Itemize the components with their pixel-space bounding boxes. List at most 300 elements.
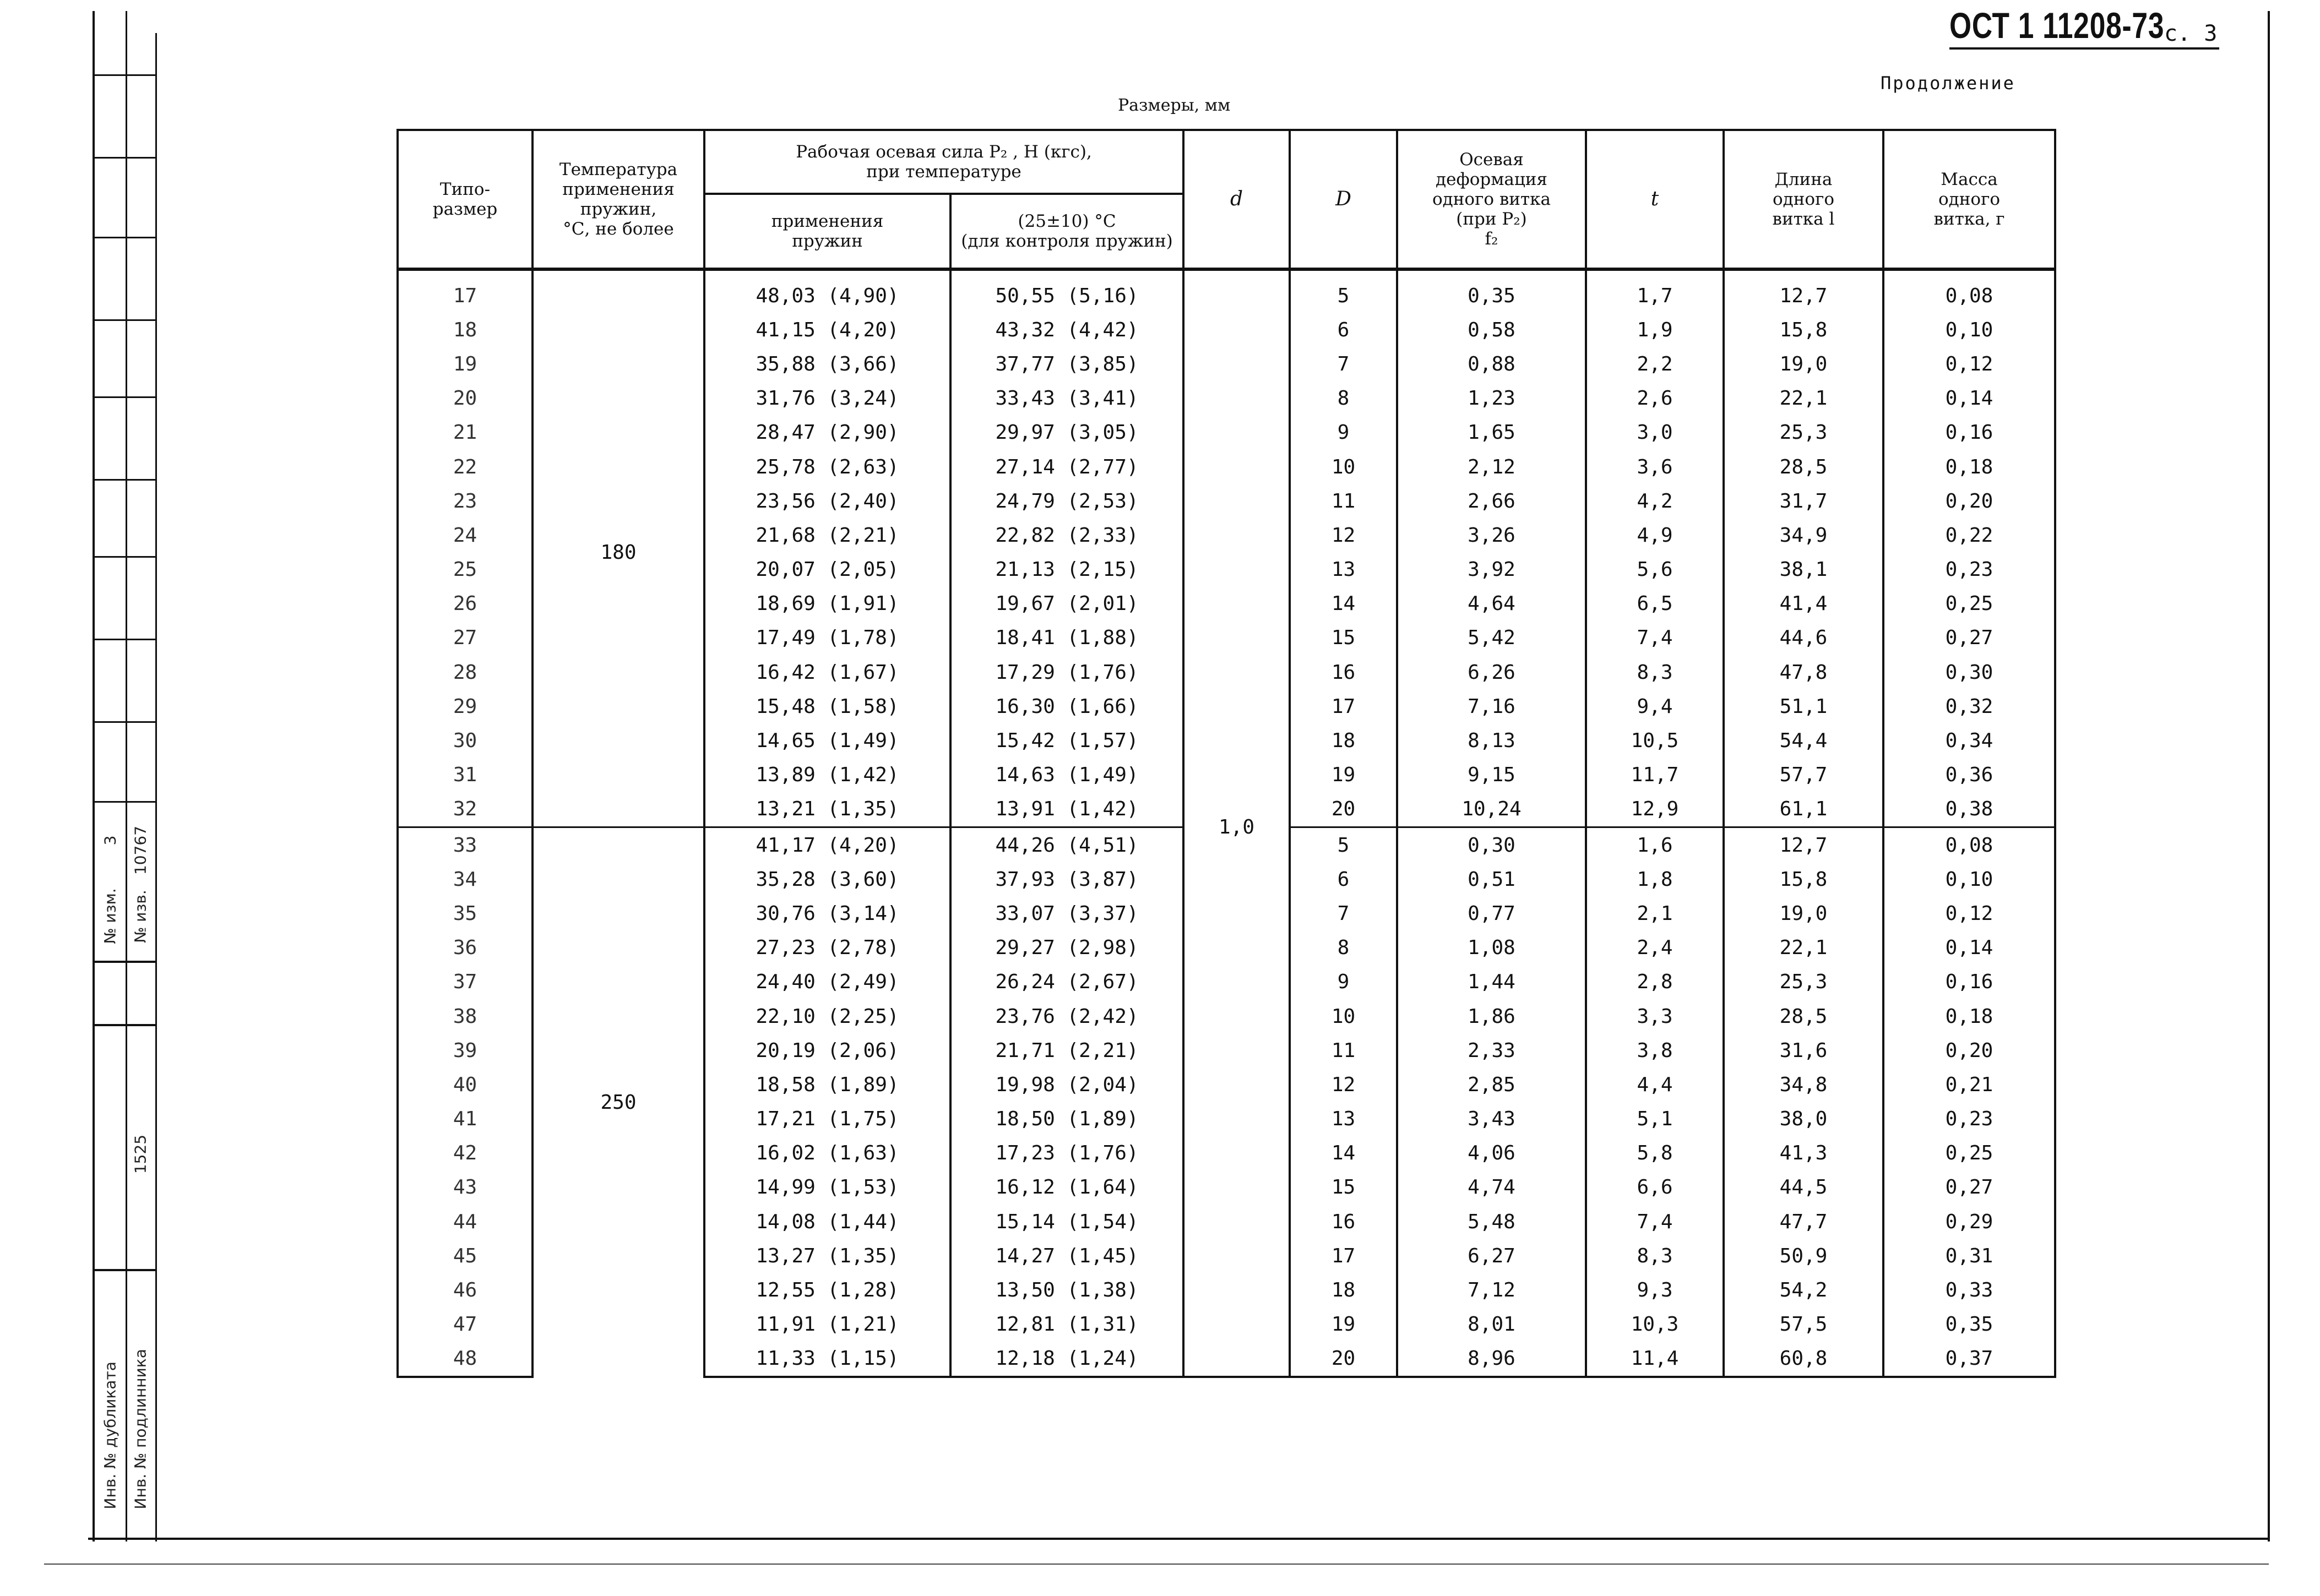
cell-force-use: 17,49 (1,78)	[704, 621, 950, 655]
cell-wire-diameter: 1,0	[1183, 269, 1290, 1377]
cell-deformation: 2,33	[1397, 1033, 1586, 1067]
strip-tick	[93, 157, 155, 159]
cell-pitch: 2,1	[1586, 896, 1724, 930]
cell-force-control: 23,76 (2,42)	[950, 999, 1183, 1033]
cell-deformation: 0,30	[1397, 827, 1586, 863]
cell-pitch: 6,5	[1586, 587, 1724, 621]
cell-pitch: 4,2	[1586, 484, 1724, 518]
cell-deformation: 6,26	[1397, 655, 1586, 689]
cell-force-control: 26,24 (2,67)	[950, 965, 1183, 999]
orig-inv-label: Инв. № подлинника	[131, 1349, 150, 1510]
cell-coil-length: 41,3	[1724, 1136, 1883, 1170]
cell-pitch: 1,7	[1586, 269, 1724, 313]
cell-coil-length: 25,3	[1724, 416, 1883, 450]
cell-force-control: 13,50 (1,38)	[950, 1273, 1183, 1307]
cell-force-use: 48,03 (4,90)	[704, 269, 950, 313]
cell-coil-length: 25,3	[1724, 965, 1883, 999]
cell-outer-diameter: 19	[1290, 1308, 1397, 1342]
cell-force-use: 13,27 (1,35)	[704, 1239, 950, 1273]
cell-pitch: 8,3	[1586, 655, 1724, 689]
strip-mid-line	[126, 11, 127, 1541]
notice-no-value: 10767	[131, 825, 150, 875]
cell-coil-length: 28,5	[1724, 450, 1883, 484]
cell-coil-length: 51,1	[1724, 689, 1883, 723]
cell-outer-diameter: 7	[1290, 896, 1397, 930]
strip-tick	[93, 556, 155, 558]
cell-force-use: 20,19 (2,06)	[704, 1033, 950, 1067]
cell-outer-diameter: 13	[1290, 553, 1397, 587]
cell-coil-length: 15,8	[1724, 862, 1883, 896]
cell-force-control: 22,82 (2,33)	[950, 518, 1183, 552]
cell-size-type: 46	[398, 1273, 533, 1307]
cell-coil-length: 44,5	[1724, 1170, 1883, 1205]
cell-force-use: 17,21 (1,75)	[704, 1102, 950, 1136]
cell-coil-mass: 0,20	[1883, 1033, 2055, 1067]
cell-outer-diameter: 14	[1290, 1136, 1397, 1170]
cell-force-use: 41,15 (4,20)	[704, 313, 950, 347]
cell-outer-diameter: 9	[1290, 965, 1397, 999]
cell-force-control: 37,93 (3,87)	[950, 862, 1183, 896]
strip-inner-line	[155, 33, 157, 1541]
cell-coil-length: 44,6	[1724, 621, 1883, 655]
cell-force-use: 14,99 (1,53)	[704, 1170, 950, 1205]
cell-coil-length: 41,4	[1724, 587, 1883, 621]
cell-size-type: 27	[398, 621, 533, 655]
cell-outer-diameter: 18	[1290, 723, 1397, 758]
cell-pitch: 12,9	[1586, 792, 1724, 827]
cell-coil-length: 22,1	[1724, 931, 1883, 965]
cell-pitch: 8,3	[1586, 1239, 1724, 1273]
cell-outer-diameter: 19	[1290, 758, 1397, 792]
cell-deformation: 7,16	[1397, 689, 1586, 723]
frame-bottom-line	[88, 1538, 2269, 1540]
cell-force-use: 27,23 (2,78)	[704, 931, 950, 965]
cell-size-type: 32	[398, 792, 533, 827]
cell-outer-diameter: 10	[1290, 999, 1397, 1033]
cell-coil-mass: 0,33	[1883, 1273, 2055, 1307]
cell-deformation: 4,06	[1397, 1136, 1586, 1170]
cell-size-type: 37	[398, 965, 533, 999]
cell-coil-mass: 0,35	[1883, 1308, 2055, 1342]
table-row	[398, 269, 2055, 313]
cell-size-type: 48	[398, 1342, 533, 1377]
cell-coil-length: 38,1	[1724, 553, 1883, 587]
cell-size-type: 25	[398, 553, 533, 587]
cell-force-control: 29,97 (3,05)	[950, 416, 1183, 450]
cell-outer-diameter: 5	[1290, 827, 1397, 863]
cell-size-type: 36	[398, 931, 533, 965]
cell-pitch: 1,9	[1586, 313, 1724, 347]
cell-deformation: 1,65	[1397, 416, 1586, 450]
cell-force-use: 13,89 (1,42)	[704, 758, 950, 792]
strip-tick	[93, 1269, 155, 1271]
cell-force-use: 14,65 (1,49)	[704, 723, 950, 758]
cell-force-control: 29,27 (2,98)	[950, 931, 1183, 965]
cell-size-type: 19	[398, 347, 533, 381]
cell-size-type: 45	[398, 1239, 533, 1273]
cell-coil-length: 12,7	[1724, 269, 1883, 313]
cell-force-control: 33,43 (3,41)	[950, 382, 1183, 416]
cell-force-control: 16,12 (1,64)	[950, 1170, 1183, 1205]
cell-deformation: 2,66	[1397, 484, 1586, 518]
cell-force-control: 44,26 (4,51)	[950, 827, 1183, 863]
cell-coil-length: 38,0	[1724, 1102, 1883, 1136]
cell-coil-mass: 0,32	[1883, 689, 2055, 723]
cell-pitch: 5,6	[1586, 553, 1724, 587]
cell-outer-diameter: 11	[1290, 1033, 1397, 1067]
cell-pitch: 3,3	[1586, 999, 1724, 1033]
cell-pitch: 3,6	[1586, 450, 1724, 484]
cell-coil-length: 47,8	[1724, 655, 1883, 689]
cell-force-control: 15,14 (1,54)	[950, 1205, 1183, 1239]
cell-force-use: 14,08 (1,44)	[704, 1205, 950, 1239]
dup-inv-label: Инв. № дубликата	[101, 1361, 119, 1510]
cell-deformation: 1,08	[1397, 931, 1586, 965]
cell-pitch: 4,4	[1586, 1067, 1724, 1102]
cell-force-control: 21,71 (2,21)	[950, 1033, 1183, 1067]
cell-force-use: 11,33 (1,15)	[704, 1342, 950, 1377]
cell-pitch: 1,8	[1586, 862, 1724, 896]
header-underline	[1949, 47, 2219, 50]
col-length: Длина одного витка l	[1724, 130, 1883, 269]
cell-coil-length: 31,7	[1724, 484, 1883, 518]
cell-pitch: 4,9	[1586, 518, 1724, 552]
outer-bottom-dash	[44, 1564, 2269, 1565]
cell-pitch: 5,1	[1586, 1102, 1724, 1136]
cell-pitch: 3,8	[1586, 1033, 1724, 1067]
col-mass: Масса одного витка, г	[1883, 130, 2055, 269]
cell-size-type: 47	[398, 1308, 533, 1342]
cell-size-type: 26	[398, 587, 533, 621]
cell-coil-mass: 0,16	[1883, 416, 2055, 450]
cell-pitch: 2,8	[1586, 965, 1724, 999]
strip-tick	[93, 1024, 155, 1026]
change-no-label: № изм.	[101, 888, 119, 944]
cell-force-use: 13,21 (1,35)	[704, 792, 950, 827]
cell-force-control: 17,23 (1,76)	[950, 1136, 1183, 1170]
cell-force-use: 24,40 (2,49)	[704, 965, 950, 999]
cell-coil-mass: 0,36	[1883, 758, 2055, 792]
col-d: d	[1183, 130, 1290, 269]
cell-deformation: 8,01	[1397, 1308, 1586, 1342]
cell-pitch: 2,4	[1586, 931, 1724, 965]
strip-tick	[93, 639, 155, 640]
cell-coil-mass: 0,34	[1883, 723, 2055, 758]
dimensions-note: Размеры, мм	[1118, 96, 1231, 115]
table-header	[398, 130, 2055, 269]
cell-size-type: 44	[398, 1205, 533, 1239]
strip-tick	[93, 396, 155, 398]
cell-outer-diameter: 8	[1290, 382, 1397, 416]
cell-outer-diameter: 17	[1290, 1239, 1397, 1273]
strip-tick	[93, 237, 155, 238]
cell-deformation: 1,44	[1397, 965, 1586, 999]
cell-deformation: 0,88	[1397, 347, 1586, 381]
cell-force-use: 28,47 (2,90)	[704, 416, 950, 450]
cell-deformation: 4,74	[1397, 1170, 1586, 1205]
cell-temp-180: 180	[533, 269, 704, 827]
cell-coil-mass: 0,20	[1883, 484, 2055, 518]
cell-coil-mass: 0,29	[1883, 1205, 2055, 1239]
cell-pitch: 3,0	[1586, 416, 1724, 450]
cell-coil-length: 19,0	[1724, 347, 1883, 381]
cell-deformation: 4,64	[1397, 587, 1586, 621]
cell-coil-length: 28,5	[1724, 999, 1883, 1033]
cell-pitch: 9,3	[1586, 1273, 1724, 1307]
cell-deformation: 2,85	[1397, 1067, 1586, 1102]
cell-size-type: 42	[398, 1136, 533, 1170]
cell-pitch: 7,4	[1586, 1205, 1724, 1239]
cell-outer-diameter: 15	[1290, 1170, 1397, 1205]
cell-force-use: 21,68 (2,21)	[704, 518, 950, 552]
cell-coil-length: 54,4	[1724, 723, 1883, 758]
cell-force-use: 23,56 (2,40)	[704, 484, 950, 518]
cell-force-use: 30,76 (3,14)	[704, 896, 950, 930]
cell-outer-diameter: 5	[1290, 269, 1397, 313]
cell-deformation: 0,77	[1397, 896, 1586, 930]
cell-coil-mass: 0,14	[1883, 382, 2055, 416]
cell-pitch: 11,4	[1586, 1342, 1724, 1377]
cell-size-type: 28	[398, 655, 533, 689]
cell-coil-length: 57,7	[1724, 758, 1883, 792]
cell-pitch: 11,7	[1586, 758, 1724, 792]
cell-force-control: 12,81 (1,31)	[950, 1308, 1183, 1342]
cell-size-type: 29	[398, 689, 533, 723]
cell-coil-length: 12,7	[1724, 827, 1883, 863]
cell-coil-length: 60,8	[1724, 1342, 1883, 1377]
cell-coil-mass: 0,16	[1883, 965, 2055, 999]
cell-force-use: 11,91 (1,21)	[704, 1308, 950, 1342]
cell-deformation: 9,15	[1397, 758, 1586, 792]
cell-force-control: 18,41 (1,88)	[950, 621, 1183, 655]
cell-deformation: 8,13	[1397, 723, 1586, 758]
cell-force-control: 50,55 (5,16)	[950, 269, 1183, 313]
cell-size-type: 34	[398, 862, 533, 896]
change-no-value: 3	[101, 835, 119, 846]
cell-force-control: 12,18 (1,24)	[950, 1342, 1183, 1377]
cell-force-use: 16,42 (1,67)	[704, 655, 950, 689]
cell-force-control: 18,50 (1,89)	[950, 1102, 1183, 1136]
cell-pitch: 10,5	[1586, 723, 1724, 758]
cell-coil-length: 31,6	[1724, 1033, 1883, 1067]
cell-size-type: 24	[398, 518, 533, 552]
cell-deformation: 0,58	[1397, 313, 1586, 347]
cell-force-control: 27,14 (2,77)	[950, 450, 1183, 484]
cell-coil-length: 34,8	[1724, 1067, 1883, 1102]
frame-right-line	[2268, 11, 2270, 1541]
col-D: D	[1290, 130, 1397, 269]
cell-force-use: 12,55 (1,28)	[704, 1273, 950, 1307]
cell-pitch: 9,4	[1586, 689, 1724, 723]
spring-spec-table	[396, 129, 2056, 1378]
cell-size-type: 31	[398, 758, 533, 792]
cell-size-type: 18	[398, 313, 533, 347]
strip-tick	[93, 74, 155, 76]
page-number: с. 3	[2164, 21, 2218, 46]
cell-size-type: 17	[398, 269, 533, 313]
notice-no-label: № изв.	[131, 890, 150, 943]
cell-deformation: 2,12	[1397, 450, 1586, 484]
cell-force-control: 14,27 (1,45)	[950, 1239, 1183, 1273]
cell-outer-diameter: 9	[1290, 416, 1397, 450]
cell-outer-diameter: 6	[1290, 862, 1397, 896]
col-force-use: применения пружин	[704, 194, 950, 269]
cell-coil-length: 54,2	[1724, 1273, 1883, 1307]
cell-coil-length: 22,1	[1724, 382, 1883, 416]
cell-coil-mass: 0,23	[1883, 553, 2055, 587]
cell-outer-diameter: 11	[1290, 484, 1397, 518]
cell-force-control: 19,67 (2,01)	[950, 587, 1183, 621]
cell-coil-length: 47,7	[1724, 1205, 1883, 1239]
cell-deformation: 5,48	[1397, 1205, 1586, 1239]
cell-coil-mass: 0,12	[1883, 896, 2055, 930]
cell-coil-length: 15,8	[1724, 313, 1883, 347]
cell-deformation: 0,35	[1397, 269, 1586, 313]
cell-force-use: 20,07 (2,05)	[704, 553, 950, 587]
cell-coil-mass: 0,27	[1883, 621, 2055, 655]
cell-size-type: 40	[398, 1067, 533, 1102]
col-force-control: (25±10) °С (для контроля пружин)	[950, 194, 1183, 269]
cell-pitch: 2,2	[1586, 347, 1724, 381]
cell-force-control: 43,32 (4,42)	[950, 313, 1183, 347]
cell-pitch: 5,8	[1586, 1136, 1724, 1170]
cell-coil-mass: 0,37	[1883, 1342, 2055, 1377]
cell-deformation: 3,92	[1397, 553, 1586, 587]
strip-tick	[93, 479, 155, 481]
cell-pitch: 6,6	[1586, 1170, 1724, 1205]
cell-outer-diameter: 12	[1290, 518, 1397, 552]
cell-outer-diameter: 15	[1290, 621, 1397, 655]
cell-force-control: 15,42 (1,57)	[950, 723, 1183, 758]
cell-force-control: 16,30 (1,66)	[950, 689, 1183, 723]
cell-force-control: 17,29 (1,76)	[950, 655, 1183, 689]
cell-deformation: 0,51	[1397, 862, 1586, 896]
cell-coil-mass: 0,12	[1883, 347, 2055, 381]
number-1525: 1525	[131, 1134, 150, 1174]
cell-size-type: 22	[398, 450, 533, 484]
cell-coil-mass: 0,31	[1883, 1239, 2055, 1273]
cell-coil-mass: 0,25	[1883, 1136, 2055, 1170]
cell-size-type: 20	[398, 382, 533, 416]
cell-deformation: 10,24	[1397, 792, 1586, 827]
cell-coil-mass: 0,08	[1883, 827, 2055, 863]
cell-coil-mass: 0,10	[1883, 313, 2055, 347]
cell-size-type: 30	[398, 723, 533, 758]
cell-pitch: 2,6	[1586, 382, 1724, 416]
strip-tick	[93, 721, 155, 723]
cell-outer-diameter: 10	[1290, 450, 1397, 484]
cell-coil-mass: 0,21	[1883, 1067, 2055, 1102]
cell-coil-length: 34,9	[1724, 518, 1883, 552]
cell-force-use: 16,02 (1,63)	[704, 1136, 950, 1170]
cell-force-control: 24,79 (2,53)	[950, 484, 1183, 518]
cell-coil-mass: 0,22	[1883, 518, 2055, 552]
cell-deformation: 6,27	[1397, 1239, 1586, 1273]
cell-force-control: 21,13 (2,15)	[950, 553, 1183, 587]
cell-outer-diameter: 8	[1290, 931, 1397, 965]
strip-outer-line	[93, 11, 95, 1541]
cell-outer-diameter: 13	[1290, 1102, 1397, 1136]
cell-force-use: 41,17 (4,20)	[704, 827, 950, 863]
document-code: ОСТ 1 11208-73	[1949, 5, 2165, 46]
cell-outer-diameter: 14	[1290, 587, 1397, 621]
cell-force-control: 13,91 (1,42)	[950, 792, 1183, 827]
cell-deformation: 1,86	[1397, 999, 1586, 1033]
cell-size-type: 21	[398, 416, 533, 450]
cell-size-type: 43	[398, 1170, 533, 1205]
cell-outer-diameter: 7	[1290, 347, 1397, 381]
cell-outer-diameter: 6	[1290, 313, 1397, 347]
cell-size-type: 33	[398, 827, 533, 863]
cell-outer-diameter: 20	[1290, 792, 1397, 827]
cell-force-control: 37,77 (3,85)	[950, 347, 1183, 381]
cell-coil-mass: 0,10	[1883, 862, 2055, 896]
cell-outer-diameter: 12	[1290, 1067, 1397, 1102]
cell-coil-mass: 0,30	[1883, 655, 2055, 689]
cell-coil-mass: 0,25	[1883, 587, 2055, 621]
cell-force-use: 18,58 (1,89)	[704, 1067, 950, 1102]
cell-size-type: 38	[398, 999, 533, 1033]
cell-force-use: 35,28 (3,60)	[704, 862, 950, 896]
cell-deformation: 3,26	[1397, 518, 1586, 552]
cell-coil-mass: 0,27	[1883, 1170, 2055, 1205]
cell-size-type: 41	[398, 1102, 533, 1136]
col-force-group: Рабочая осевая сила P₂ , Н (кгс), при температуре	[704, 130, 1183, 194]
cell-outer-diameter: 20	[1290, 1342, 1397, 1377]
col-t: t	[1586, 130, 1724, 269]
cell-deformation: 3,43	[1397, 1102, 1586, 1136]
cell-coil-mass: 0,18	[1883, 999, 2055, 1033]
cell-coil-length: 50,9	[1724, 1239, 1883, 1273]
cell-pitch: 7,4	[1586, 621, 1724, 655]
cell-outer-diameter: 17	[1290, 689, 1397, 723]
cell-size-type: 35	[398, 896, 533, 930]
cell-force-use: 22,10 (2,25)	[704, 999, 950, 1033]
cell-deformation: 5,42	[1397, 621, 1586, 655]
cell-coil-mass: 0,38	[1883, 792, 2055, 827]
cell-outer-diameter: 16	[1290, 1205, 1397, 1239]
cell-force-use: 31,76 (3,24)	[704, 382, 950, 416]
cell-force-use: 35,88 (3,66)	[704, 347, 950, 381]
cell-coil-mass: 0,23	[1883, 1102, 2055, 1136]
cell-force-control: 19,98 (2,04)	[950, 1067, 1183, 1102]
strip-tick	[93, 801, 155, 803]
cell-coil-mass: 0,18	[1883, 450, 2055, 484]
strip-tick	[93, 961, 155, 963]
col-size-type: Типо- размер	[398, 130, 533, 269]
cell-force-control: 14,63 (1,49)	[950, 758, 1183, 792]
strip-tick	[93, 319, 155, 321]
cell-size-type: 23	[398, 484, 533, 518]
cell-coil-length: 57,5	[1724, 1308, 1883, 1342]
cell-deformation: 7,12	[1397, 1273, 1586, 1307]
cell-size-type: 39	[398, 1033, 533, 1067]
cell-outer-diameter: 18	[1290, 1273, 1397, 1307]
cell-force-use: 18,69 (1,91)	[704, 587, 950, 621]
col-deformation: Осевая деформация одного витка (при P₂) f₂	[1397, 130, 1586, 269]
cell-coil-length: 61,1	[1724, 792, 1883, 827]
cell-deformation: 1,23	[1397, 382, 1586, 416]
cell-outer-diameter: 16	[1290, 655, 1397, 689]
cell-temp-250: 250	[533, 827, 704, 1377]
cell-force-use: 25,78 (2,63)	[704, 450, 950, 484]
cell-pitch: 10,3	[1586, 1308, 1724, 1342]
cell-coil-length: 19,0	[1724, 896, 1883, 930]
cell-coil-mass: 0,08	[1883, 269, 2055, 313]
continuation-label: Продолжение	[1881, 73, 2015, 94]
cell-deformation: 8,96	[1397, 1342, 1586, 1377]
col-temperature: Температура применения пружин, °С, не более	[533, 130, 704, 269]
